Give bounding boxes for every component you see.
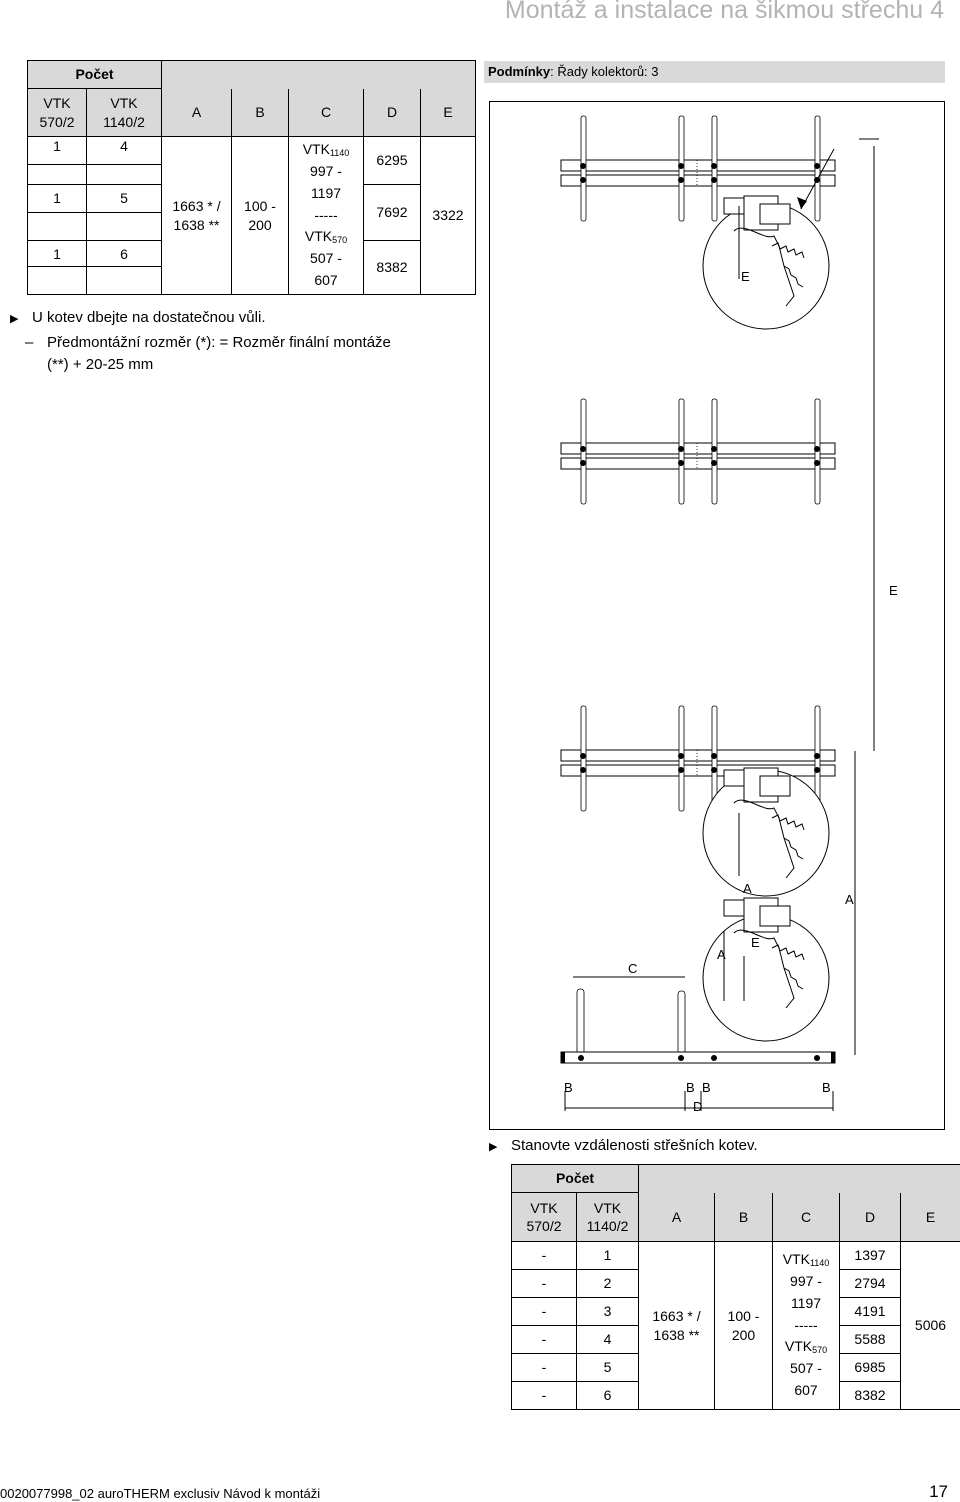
cell-b: 100 - 200 — [232, 137, 289, 295]
table-cell: - — [512, 1354, 577, 1382]
header-d: D — [840, 1193, 901, 1242]
mounting-diagram — [489, 101, 946, 1131]
table-cell: 5 — [87, 185, 162, 213]
table-cell: 1 — [28, 241, 87, 267]
table-cell: 8382 — [840, 1382, 901, 1410]
table-cell: 1 — [28, 185, 87, 213]
table-cell: 6 — [87, 241, 162, 267]
triangle-bullet-icon: ▶ — [489, 1141, 498, 1153]
table-cell: - — [512, 1298, 577, 1326]
footer-document-id: 0020077998_02 auroTHERM exclusiv Návod k montáži — [0, 1486, 321, 1501]
anchor-distance-table-bottom — [511, 1164, 960, 1410]
cell-e: 3322 — [421, 137, 476, 295]
dash-note: – Předmontážní rozměr (*): = Rozměr finální montáže — [25, 334, 391, 351]
header-c: C — [773, 1193, 840, 1242]
table-cell: 3 — [577, 1298, 639, 1326]
table-cell: 6 — [577, 1382, 639, 1410]
table-cell: 4 — [87, 137, 162, 165]
cell-c: VTK1140 997 - 1197 ----- VTK570 507 - 607 — [773, 1242, 840, 1410]
table-cell: 7692 — [364, 185, 421, 241]
conditions-bar: Podmínky: Řady kolektorů: 3 — [484, 61, 945, 83]
header-d: D — [364, 89, 421, 137]
table-cell: 1 — [28, 137, 87, 165]
table-cell: 1 — [577, 1242, 639, 1270]
table-cell: - — [512, 1270, 577, 1298]
table-cell: - — [512, 1326, 577, 1354]
section-title: Montáž a instalace na šikmou střechu 4 — [504, 0, 944, 24]
anchor-distance-table-top — [27, 60, 476, 295]
header-a: A — [162, 89, 232, 137]
header-vtk1140: VTK 1140/2 — [577, 1193, 639, 1242]
table-cell: 6295 — [364, 137, 421, 185]
header-vtk1140: VTK 1140/2 — [87, 89, 162, 137]
cell-a: 1663 * / 1638 ** — [162, 137, 232, 295]
table-cell: 4 — [577, 1326, 639, 1354]
figure-label-d: D — [693, 1099, 703, 1114]
figure-label-b: B — [702, 1080, 711, 1095]
header-vtk570: VTK 570/2 — [512, 1193, 577, 1242]
header-a: A — [639, 1193, 715, 1242]
header-e: E — [421, 89, 476, 137]
header-vtk570: VTK 570/2 — [28, 89, 87, 137]
figure-label-a: A — [717, 947, 726, 962]
table-cell: 2 — [577, 1270, 639, 1298]
figure-label-b: B — [686, 1080, 695, 1095]
bullet-note: ▶ U kotev dbejte na dostatečnou vůli. — [10, 309, 266, 326]
header-pocet: Počet — [512, 1165, 639, 1193]
table-cell: 5 — [577, 1354, 639, 1382]
table-cell: 8382 — [364, 241, 421, 295]
cell-e: 5006 — [901, 1242, 960, 1410]
header-e: E — [901, 1193, 960, 1242]
table-cell: 1397 — [840, 1242, 901, 1270]
table-cell: 5588 — [840, 1326, 901, 1354]
figure-label-b: B — [564, 1080, 573, 1095]
bullet-note-2: ▶ Stanovte vzdálenosti střešních kotev. — [489, 1137, 758, 1154]
figure-label-b: B — [822, 1080, 831, 1095]
figure-label-c: C — [628, 961, 638, 976]
figure-label-e: E — [751, 935, 760, 950]
figure-label-a: A — [845, 892, 854, 907]
cell-a: 1663 * / 1638 ** — [639, 1242, 715, 1410]
header-c: C — [289, 89, 364, 137]
table-cell: 2794 — [840, 1270, 901, 1298]
cell-b: 100 - 200 — [715, 1242, 773, 1410]
figure-label-a: A — [743, 881, 752, 896]
header-b: B — [232, 89, 289, 137]
header-b: B — [715, 1193, 773, 1242]
page-number: 17 — [929, 1482, 948, 1501]
table-cell: - — [512, 1242, 577, 1270]
cell-c: VTK1140 997 - 1197 ----- VTK570 507 - 607 — [289, 137, 364, 295]
triangle-bullet-icon: ▶ — [10, 313, 19, 325]
header-pocet: Počet — [28, 61, 162, 89]
figure-label-e: E — [889, 583, 898, 598]
table-cell: - — [512, 1382, 577, 1410]
figure-label-e: E — [741, 269, 750, 284]
table-cell: 6985 — [840, 1354, 901, 1382]
dash-note-cont: (**) + 20-25 mm — [47, 356, 154, 373]
table-cell: 4191 — [840, 1298, 901, 1326]
